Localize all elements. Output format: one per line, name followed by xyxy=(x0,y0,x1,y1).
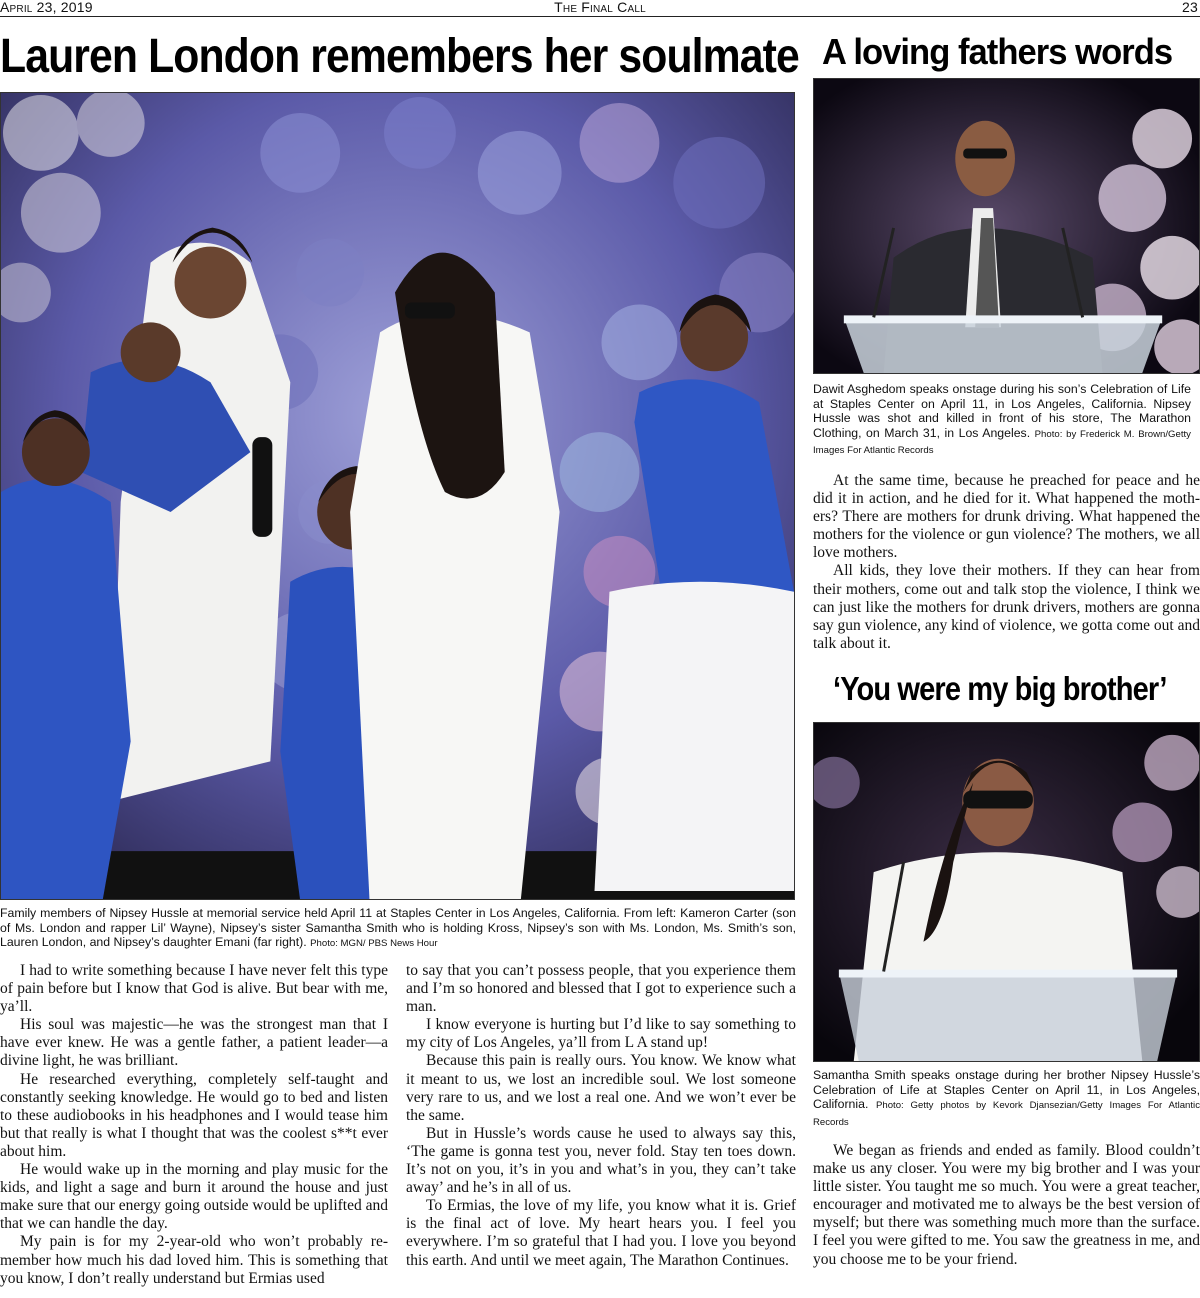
paragraph: At the same time, because he preached for peace and he did it in action, and he died for it. What happened the mothers? There are mothers for drunk driving. What happened the mothers for the violence or gun violence? The mothers, we all love mothers. xyxy=(813,472,1200,562)
photo-credit: Photo: Getty photos by Kevork Djansezian/Getty Images For Atlantic Records xyxy=(813,1100,1200,1128)
paragraph: He researched everything, completely self-taught and constantly seeking knowledge. He would go to bed and listen to these audiobooks in his headphones and I would tease him but that really is what I thought that was the coolest s**t ever about him. xyxy=(0,1070,388,1160)
main-photo-caption xyxy=(0,906,796,952)
sister-headline: ‘You were my big brother’ xyxy=(833,670,1167,707)
paragraph: To Ermias, the love of my life, you know what it is. Grief is the final act of love. My heart hears you. I feel you everywhere. I’m so grateful that I had you. I love you beyond this earth. And until we meet again, The Marathon Continues. xyxy=(406,1197,796,1269)
caption-text: Samantha Smith speaks onstage during her brother Nipsey Hussle’s Celebration of Life at Staples Center on April 11, in Los Angeles, California. xyxy=(813,1068,1200,1111)
paragraph: We began as friends and ended as family. Blood couldn’t make us any closer. You were my big brother and I was your little sister. You taught me so much. You were a great teacher, encourager and motivated me to always be the best version of myself; but there was something much more than the surface. I feel you were gifted to me. You saw the greatness in me, and you choose me to be your friend. xyxy=(813,1142,1200,1268)
publication-name: The Final Call xyxy=(554,0,646,15)
paragraph: I know everyone is hurting but I’d like to say something to my city of Los Angeles, ya’ll from L A stand up! xyxy=(406,1016,796,1052)
sister-tribute-column xyxy=(813,1142,1200,1269)
caption-text: Dawit Asghedom speaks onstage during his son’s Celebration of Life at Staples Center on April 11, in Los Angeles, California. Nipsey Hussle was shot and killed in front of his store, The Marathon Clothing, on March 31, in Los Angeles. xyxy=(813,382,1191,440)
paragraph: I had to write something because I have never felt this type of pain before but I know that God is alive. But bear with me, ya’ll. xyxy=(0,962,388,1016)
samantha-smith-photo xyxy=(813,722,1200,1062)
sister-photo-caption xyxy=(813,1068,1200,1130)
family-memorial-photo xyxy=(0,92,795,900)
page-number: 23 xyxy=(1182,0,1198,15)
main-story-column-1 xyxy=(0,962,388,1288)
paragraph: He would wake up in the morning and play music for the kids, and light a sage and burn it around the house and just make sure that our energy going outside would be uplifted and that we can handle the day. xyxy=(0,1161,388,1233)
paragraph: His soul was majestic—he was the strongest man that I have ever knew. He was a gentle father, a patient leader—a divine light, he was brilliant. xyxy=(0,1016,388,1070)
paragraph-continued: to say that you can’t possess people, that you experience them and I’m so honored and blessed that I got to experience such a man. xyxy=(406,962,796,1016)
issue-date: April 23, 2019 xyxy=(0,0,93,15)
father-headline: A loving fathers words xyxy=(822,31,1173,72)
paragraph: My pain is for my 2-year-old who won’t probably remember how much his dad loved him. This is something that you know, I don’t really understand but Ermias used xyxy=(0,1233,388,1287)
caption-text: Family members of Nipsey Hussle at memorial service held April 11 at Staples Center in Los Angeles, California. From left: Kameron Carter (son of Ms. London and rapper Lil’ Wayne), Nipsey’s sister Samantha Smith who is holding Kross, Nipsey’s son with Ms. London, Ms. Smith’s son, Lauren London, and Nipsey’s daughter Emani (far right). xyxy=(0,906,796,949)
father-quote-column xyxy=(813,472,1200,653)
paragraph: Because this pain is really ours. You know. We know what it meant to us, we lost an incredible soul. We lost someone very rare to us, and we lost a real one. And we won’t ever be the same. xyxy=(406,1052,796,1124)
masthead xyxy=(0,0,1200,17)
father-photo-caption xyxy=(813,382,1191,459)
paragraph: All kids, they love their mothers. If they can hear from their mothers, come out and talk stop the violence, I think we can just like the mothers for drunk drivers, mothers are gonna say gun violence, any kind of violence, we gotta come out and talk about it. xyxy=(813,562,1200,652)
photo-credit: Photo: by Frederick M. Brown/Getty Images For Atlantic Records xyxy=(813,428,1191,456)
photo-credit: Photo: MGN/ PBS News Hour xyxy=(310,938,438,949)
paragraph: But in Hussle’s words cause he used to always say this, ‘The game is gonna test you, never fold. Stay ten toes down. It’s not on you, it’s in you and what’s in you, they can’t take away’ and he’s in all of us. xyxy=(406,1124,796,1197)
dawit-asghedom-photo xyxy=(813,78,1200,374)
main-headline: Lauren London remembers her soulmate xyxy=(0,30,799,83)
main-story-column-2 xyxy=(406,962,796,1270)
